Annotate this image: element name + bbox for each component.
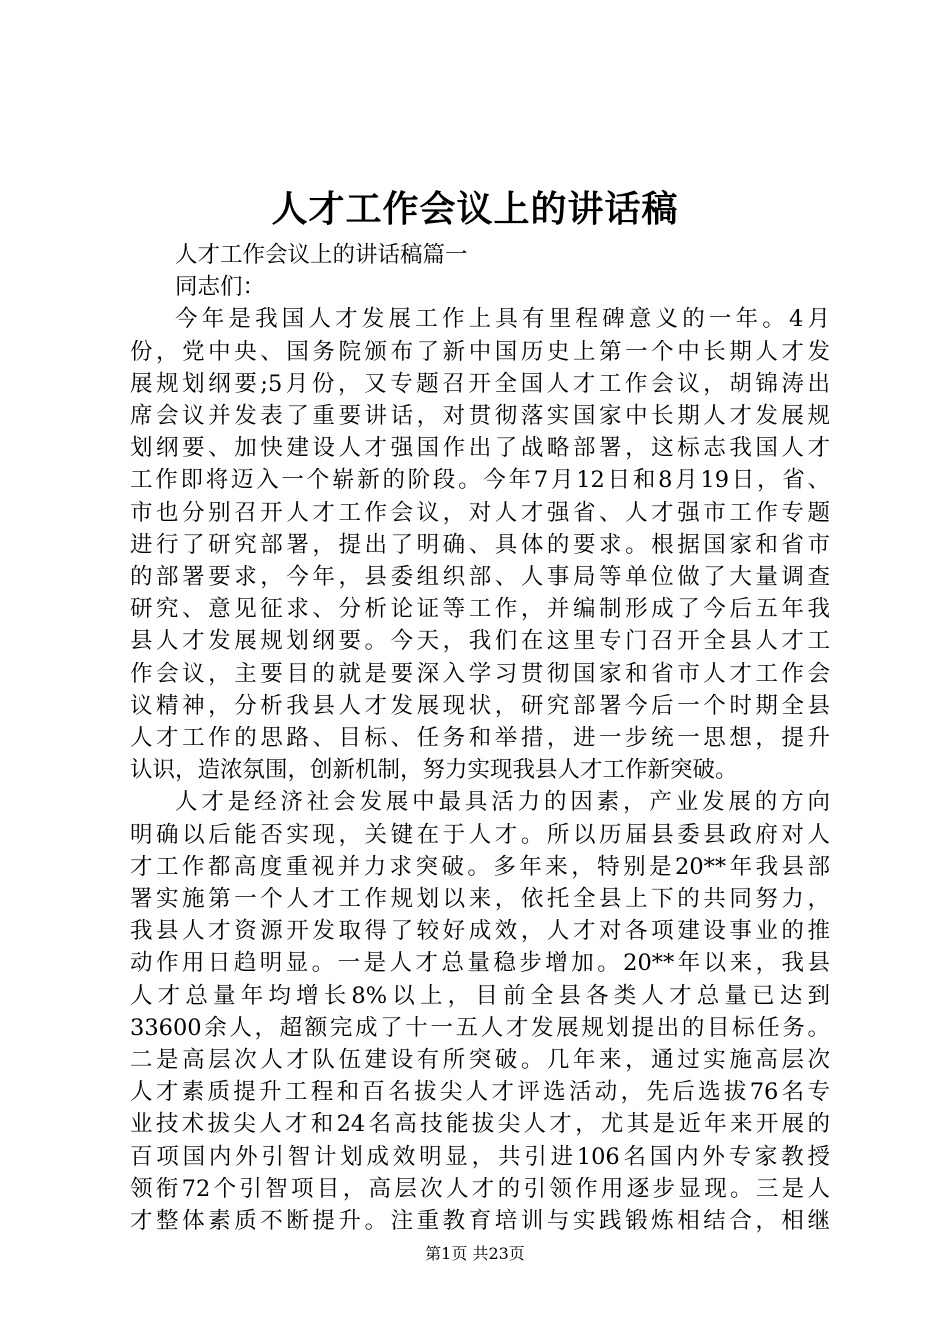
text-line: 人才素质提升工程和百名拔尖人才评选活动，先后选拔76名专	[130, 1079, 830, 1106]
text-line: 才整体素质不断提升。注重教育培训与实践锻炼相结合，相继	[130, 1208, 830, 1235]
text-line: 工作即将迈入一个崭新的阶段。今年7月12日和8月19日，省、	[130, 467, 830, 494]
page-indicator: 第1页 共23页	[425, 1244, 525, 1263]
document-body	[130, 239, 830, 1237]
text-line: 县人才发展规划纲要。今天，我们在这里专门召开全县人才工	[130, 628, 830, 655]
salutation: 同志们：	[175, 274, 266, 301]
text-line: 席会议并发表了重要讲话，对贯彻落实国家中长期人才发展规	[130, 403, 830, 430]
text-line: 的部署要求，今年，县委组织部、人事局等单位做了大量调查	[130, 564, 830, 591]
text-line: 划纲要、加快建设人才强国作出了战略部署，这标志我国人才	[130, 435, 830, 462]
text-line: 展规划纲要;5月份，又专题召开全国人才工作会议，胡锦涛出	[130, 370, 830, 397]
text-line: 议精神，分析我县人才发展现状，研究部署今后一个时期全县	[130, 692, 830, 719]
text-line: 作会议，主要目的就是要深入学习贯彻国家和省市人才工作会	[130, 660, 830, 687]
text-line: 人才工作的思路、目标、任务和举措，进一步统一思想，提升	[130, 725, 830, 752]
text-line: 动作用日趋明显。一是人才总量稳步增加。20**年以来，我县	[130, 950, 830, 977]
text-line: 33600余人，超额完成了十一五人才发展规划提出的目标任务。	[130, 1014, 830, 1041]
text-line: 研究、意见征求、分析论证等工作，并编制形成了今后五年我	[130, 596, 830, 623]
text-line: 人才总量年均增长8%以上，目前全县各类人才总量已达到	[130, 982, 830, 1009]
document-subtitle: 人才工作会议上的讲话稿篇一	[175, 242, 468, 268]
text-line: 领衔72个引智项目，高层次人才的引领作用逐步显现。三是人	[130, 1175, 830, 1202]
text-line: 今年是我国人才发展工作上具有里程碑意义的一年。4月	[175, 306, 830, 333]
text-line: 百项国内外引智计划成效明显，共引进106名国内外专家教授	[130, 1143, 830, 1170]
text-line: 我县人才资源开发取得了较好成效，人才对各项建设事业的推	[130, 918, 830, 945]
text-line: 认识，造浓氛围，创新机制，努力实现我县人才工作新突破。	[130, 757, 738, 784]
paragraph-1	[130, 303, 830, 786]
text-line: 人才是经济社会发展中最具活力的因素，产业发展的方向	[175, 789, 830, 816]
text-line: 市也分别召开人才工作会议，对人才强省、人才强市工作专题	[130, 499, 830, 526]
text-line: 才工作都高度重视并力求突破。多年来，特别是20**年我县部	[130, 853, 830, 880]
document-title: 人才工作会议上的讲话稿	[271, 188, 679, 230]
text-line: 进行了研究部署，提出了明确、具体的要求。根据国家和省市	[130, 531, 830, 558]
text-line: 业技术拔尖人才和24名高技能拔尖人才，尤其是近年来开展的	[130, 1111, 830, 1138]
text-line: 二是高层次人才队伍建设有所突破。几年来，通过实施高层次	[130, 1047, 830, 1074]
text-line: 明确以后能否实现，关键在于人才。所以历届县委县政府对人	[130, 821, 830, 848]
text-line: 署实施第一个人才工作规划以来，依托全县上下的共同努力，	[130, 886, 830, 913]
paragraph-2	[130, 786, 830, 1237]
text-line: 份，党中央、国务院颁布了新中国历史上第一个中长期人才发	[130, 338, 830, 365]
